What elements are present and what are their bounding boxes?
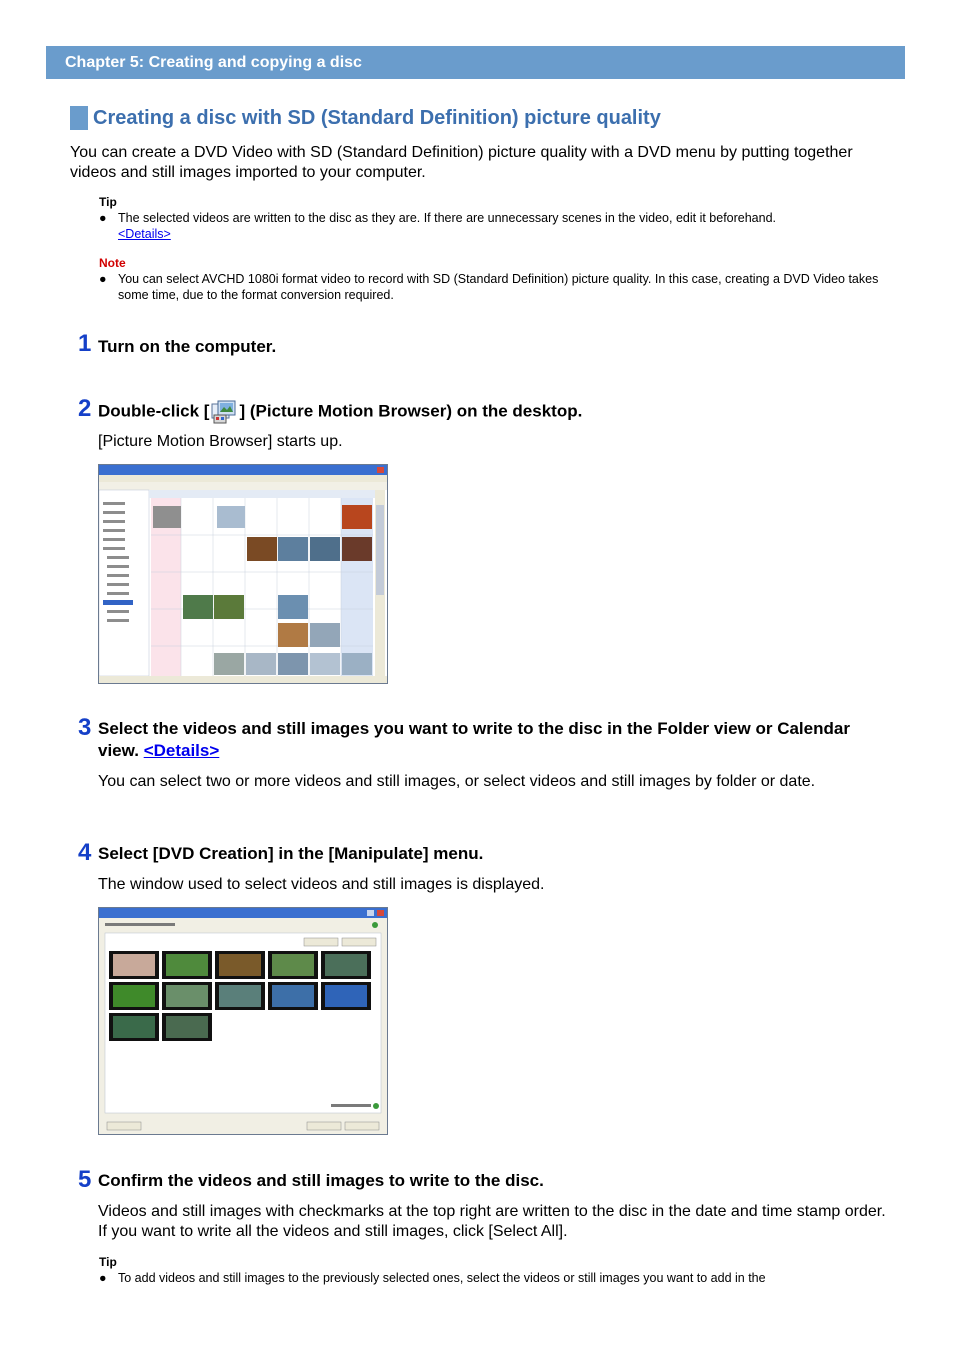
step-3-details-link[interactable]: <Details>	[143, 741, 220, 760]
picture-motion-browser-icon	[210, 399, 238, 425]
bullet-icon: ●	[99, 211, 107, 225]
chapter-header: Chapter 5: Creating and copying a disc	[46, 46, 905, 79]
step-1-text: Turn on the computer.	[98, 337, 277, 356]
tip-label: Tip	[99, 195, 117, 209]
bullet-icon: ●	[99, 272, 107, 286]
tip-bullet	[99, 210, 889, 242]
section-heading	[70, 104, 661, 132]
section-title: Creating a disc with SD (Standard Definition) picture quality	[93, 106, 661, 129]
step-3-body: You can select two or more videos and still images, or select videos and still images by folder or date.	[98, 773, 816, 790]
step-2-text-after: ] (Picture Motion Browser) on the desktop.	[239, 401, 583, 421]
tip-text: The selected videos are written to the disc as they are. If there are unnecessary scenes in the video, edit it beforehand.	[118, 211, 777, 225]
step-2-text-before: Double-click [	[98, 401, 210, 421]
intro-paragraph: You can create a DVD Video with SD (Standard Definition) picture quality with a DVD menu by putting together videos and still images imported to your computer.	[70, 144, 853, 181]
note-text: You can select AVCHD 1080i format video to record with SD (Standard Definition) picture quality. In this case, creating a DVD Video takes some time, due to the format conversion required.	[118, 272, 879, 302]
dvd-creation-window-screenshot	[98, 907, 388, 1135]
step-2-number: 2	[78, 395, 92, 422]
bullet-icon: ●	[99, 1271, 107, 1285]
picture-motion-browser-screenshot	[98, 464, 388, 684]
note-bullet	[99, 271, 889, 303]
step-4-number: 4	[78, 839, 92, 866]
step-5-text: Confirm the videos and still images to write to the disc.	[98, 1171, 544, 1190]
tip-label-2: Tip	[99, 1255, 117, 1269]
tip-bullet-2	[99, 1270, 889, 1286]
step-3-text	[98, 718, 888, 762]
step-2-text	[98, 399, 582, 425]
step-4-body: The window used to select videos and still images is displayed.	[98, 876, 545, 893]
details-link[interactable]: <Details>	[118, 227, 171, 241]
step-4-text: Select [DVD Creation] in the [Manipulate] menu.	[98, 844, 484, 863]
step-1-number: 1	[78, 330, 92, 357]
step-5-number: 5	[78, 1166, 92, 1193]
step-5-body: Videos and still images with checkmarks at the top right are written to the disc in the date and time stamp order. If you want to write all the videos and still images, click [Select All].	[98, 1203, 886, 1240]
note-label: Note	[99, 256, 126, 270]
step-2-body: [Picture Motion Browser] starts up.	[98, 433, 343, 450]
heading-marker	[70, 106, 88, 130]
tip-2-text: To add videos and still images to the previously selected ones, select the videos or still images you want to add in the	[118, 1271, 766, 1285]
step-3-number: 3	[78, 714, 92, 741]
step-3-label: Select the videos and still images you want to write to the disc in the Folder view or Calendar view.	[98, 719, 850, 760]
